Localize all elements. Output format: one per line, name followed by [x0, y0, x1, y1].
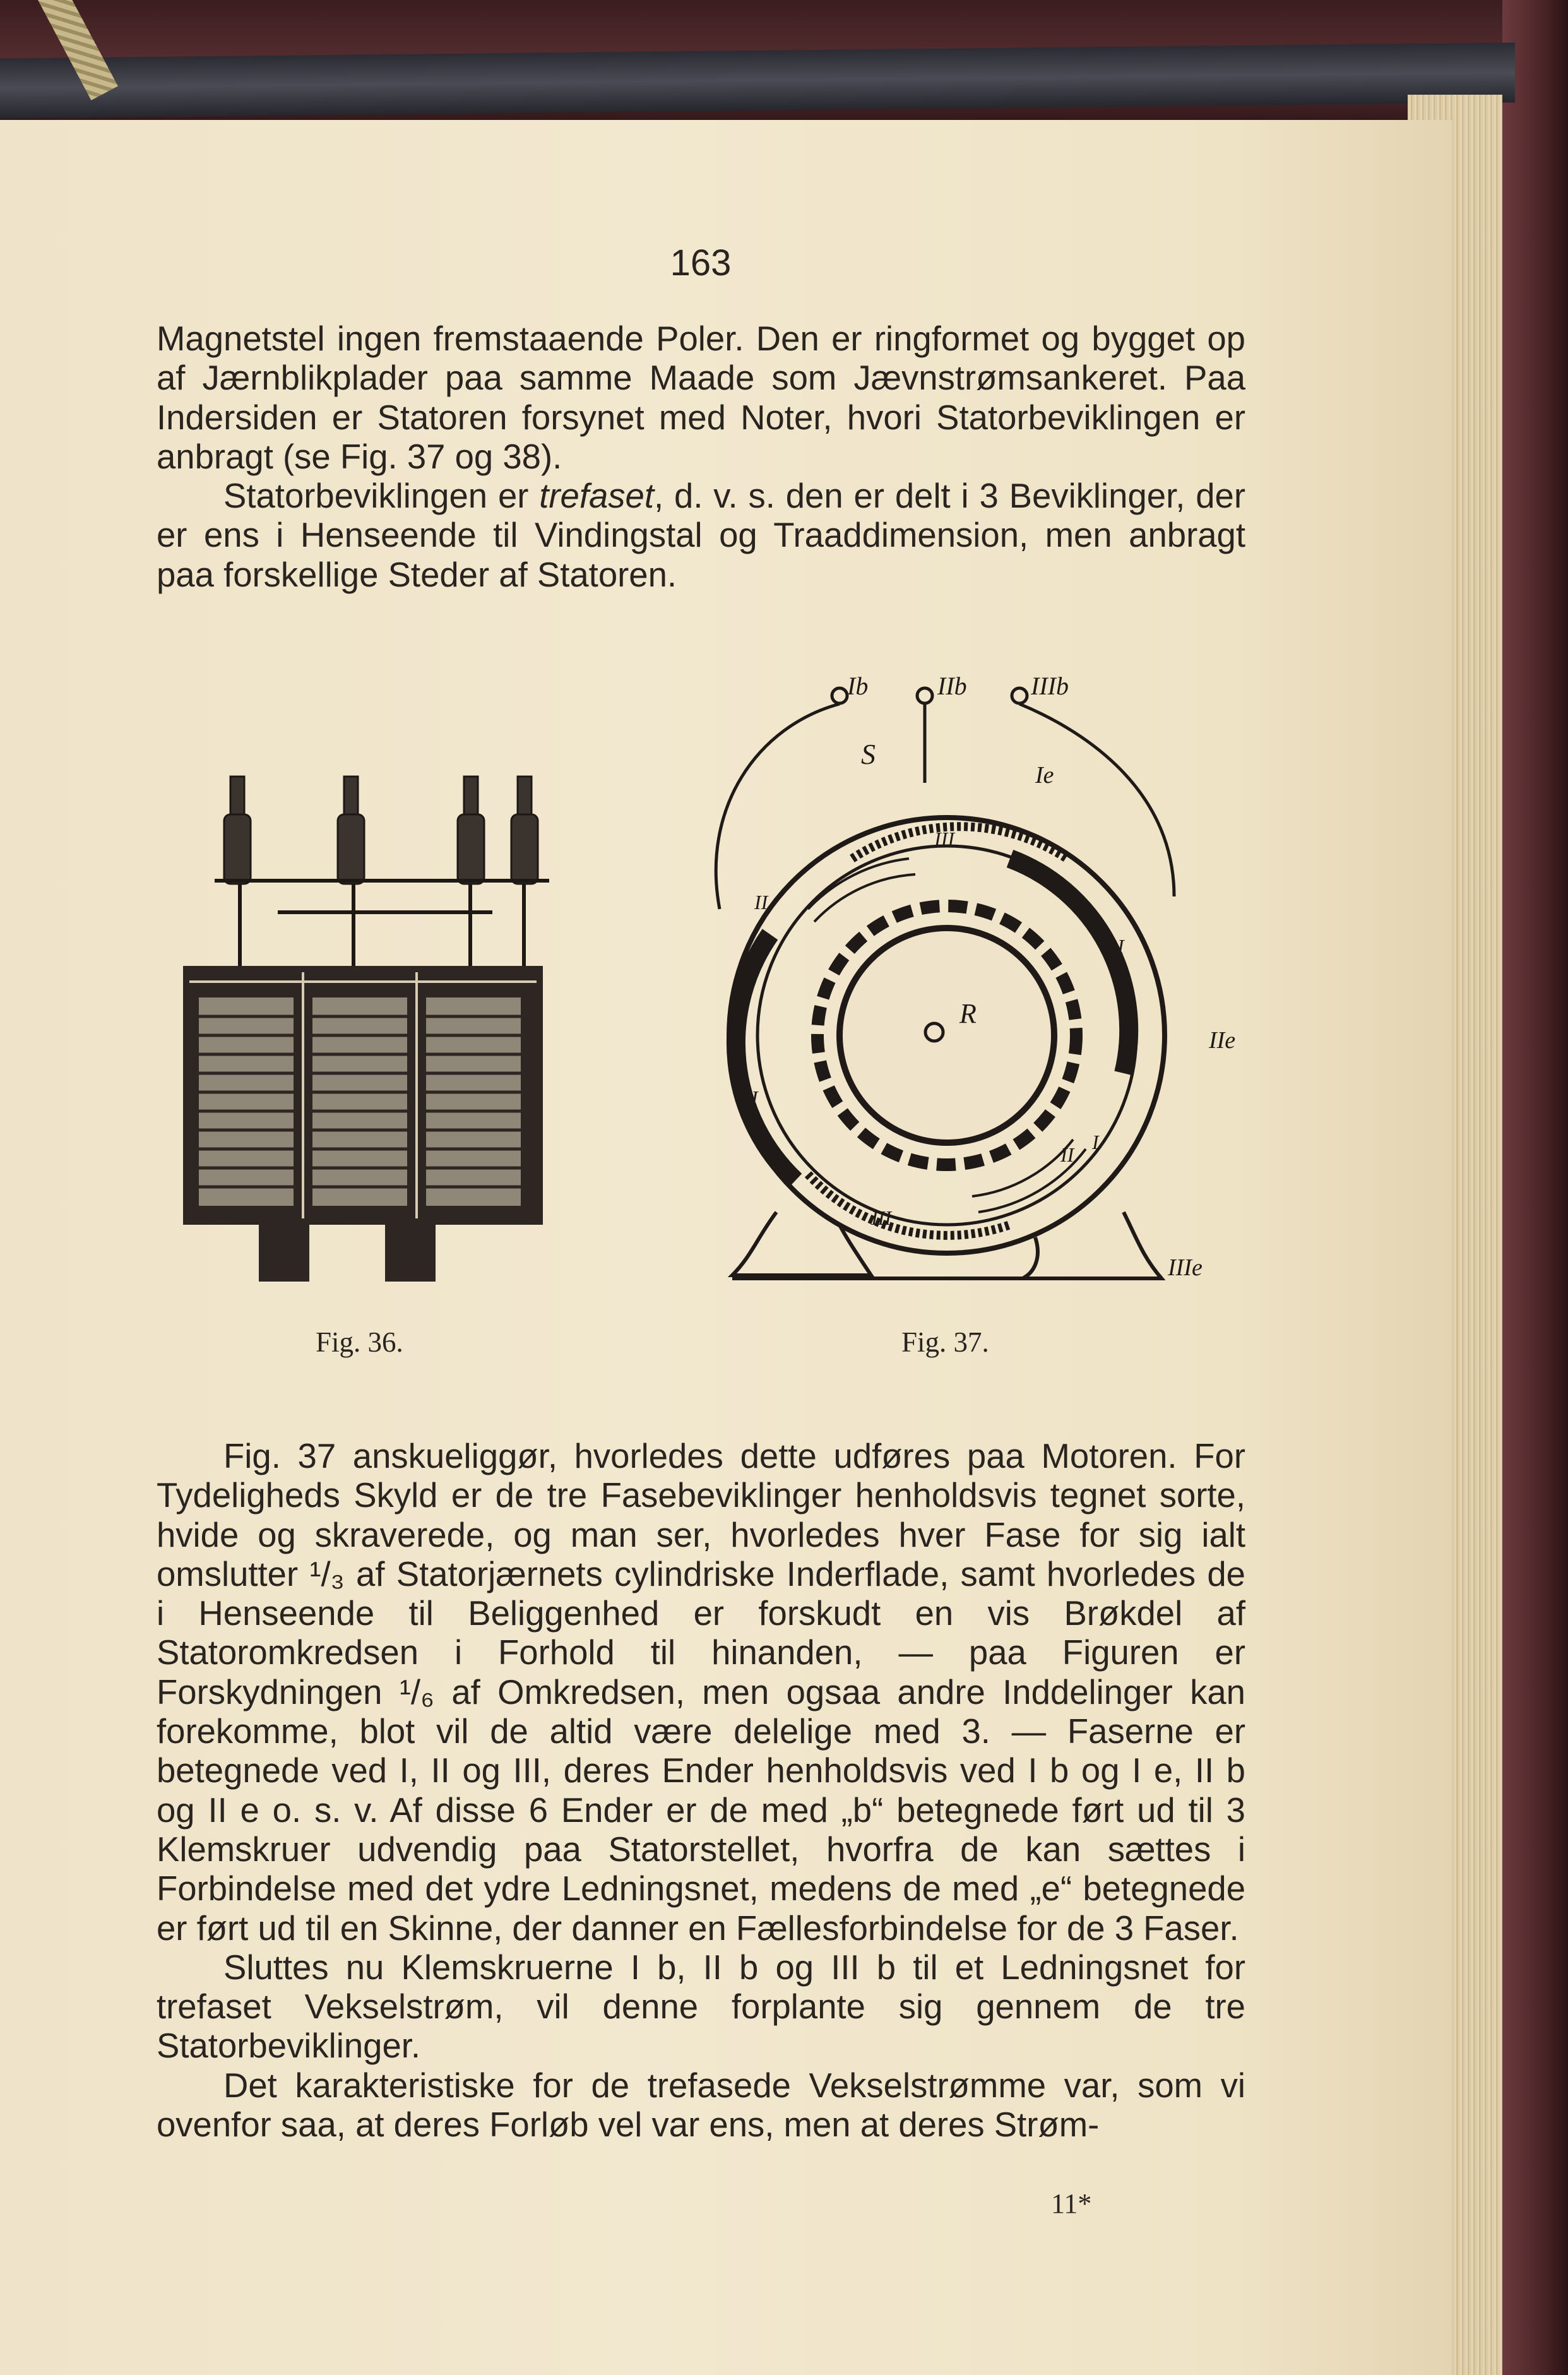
- label-I-left: I: [751, 1086, 758, 1109]
- printer-signature: 11*: [1051, 2188, 1092, 2219]
- page-number: 163: [670, 242, 732, 283]
- transformer-coils: [199, 997, 521, 1206]
- label-II-lower: II: [1060, 1143, 1074, 1166]
- label-III-bottom: III: [871, 1206, 891, 1229]
- label-IIIb: IIIb: [1031, 672, 1069, 700]
- figure-37-stator-diagram: [682, 669, 1262, 1313]
- label-IIb: IIb: [937, 672, 967, 700]
- paragraph-5: Det karakteristiske for de trefasede Vekselstrømme var, som vi ovenfor saa, at deres Forløb vel var ens, men at deres Strøm-: [157, 2066, 1245, 2145]
- text-block-bottom: [157, 1437, 1245, 2145]
- transformer-feet: [259, 1218, 436, 1282]
- caption-fig-37: Fig. 37.: [901, 1326, 989, 1358]
- label-Ie: Ie: [1035, 762, 1054, 789]
- transformer-frame: [215, 881, 549, 972]
- transformer-insulators: [224, 777, 538, 884]
- paragraph-4: Sluttes nu Klemskruerne I b, II b og III b til et Ledningsnet for trefaset Vekselstrøm, vil denne forplante sig gennem de tre Statorbeviklinger.: [157, 1948, 1245, 2066]
- book-cover-right: [1502, 0, 1568, 2375]
- label-I-lower: I: [1092, 1131, 1099, 1153]
- paragraph-1: Magnetstel ingen fremstaaende Poler. Den er ringformet og bygget op af Jærnblikplader paa samme Maade som Jævnstrømsankeret. Paa Indersiden er Statoren forsynet med Noter, hvori Statorbeviklingen er anbragt (se Fig. 37 og 38).: [157, 319, 1245, 476]
- label-Ib: Ib: [847, 672, 869, 700]
- label-II-left: II: [754, 891, 768, 914]
- label-R: R: [959, 998, 977, 1029]
- text-block-top: [157, 319, 1245, 595]
- label-S: S: [861, 738, 876, 770]
- label-IIe: IIe: [1209, 1027, 1236, 1054]
- label-IIIe: IIIe: [1168, 1254, 1203, 1281]
- paragraph-2: Statorbeviklingen er trefaset, d. v. s. den er delt i 3 Beviklinger, der er ens i Henseende til Vindingstal og Traaddimension, men anbragt paa forskellige Steder af Statoren.: [157, 477, 1245, 594]
- label-III-top: III: [934, 828, 954, 850]
- paragraph-3: Fig. 37 anskueliggør, hvorledes dette udføres paa Motoren. For Tydeligheds Skyld er de tre Fasebeviklinger henholdsvis tegnet sorte, hvide og skraverede, og man ser, hvorledes hver Fase for sig ialt omslutter ¹/₃ af Statorjærnets cylindriske Inderflade, samt hvorledes de i Henseende til Beliggenhed er forskudt en vis Brøkdel af Statoromkredsen i Forhold til hinanden, — paa Figuren er Forskydningen ¹/₆ af Omkredsen, men ogsaa andre Inddelinger kan forekomme, blot vil de altid være delelige med 3. — Faserne er betegnede ved I, II og III, deres Ender henholdsvis ved I b og I e, II b og II e o. s. v. Af disse 6 Ender er de med „b“ betegnede ført ud til 3 Klemskruer udvendig paa Statorstellet, hvorfra de kan sættes i Forbindelse med det ydre Ledningsnet, medens de med „e“ betegnede er ført ud til en Skinne, der danner en Fællesforbindelse for de 3 Faser.: [157, 1437, 1245, 1948]
- figure-36-transformer: [177, 764, 568, 1294]
- label-I-right: I: [1117, 935, 1124, 958]
- rotor: [840, 928, 1054, 1143]
- stator-feet: [732, 1212, 1161, 1278]
- stator-supply-wires: [716, 688, 1174, 909]
- caption-fig-36: Fig. 36.: [316, 1326, 403, 1358]
